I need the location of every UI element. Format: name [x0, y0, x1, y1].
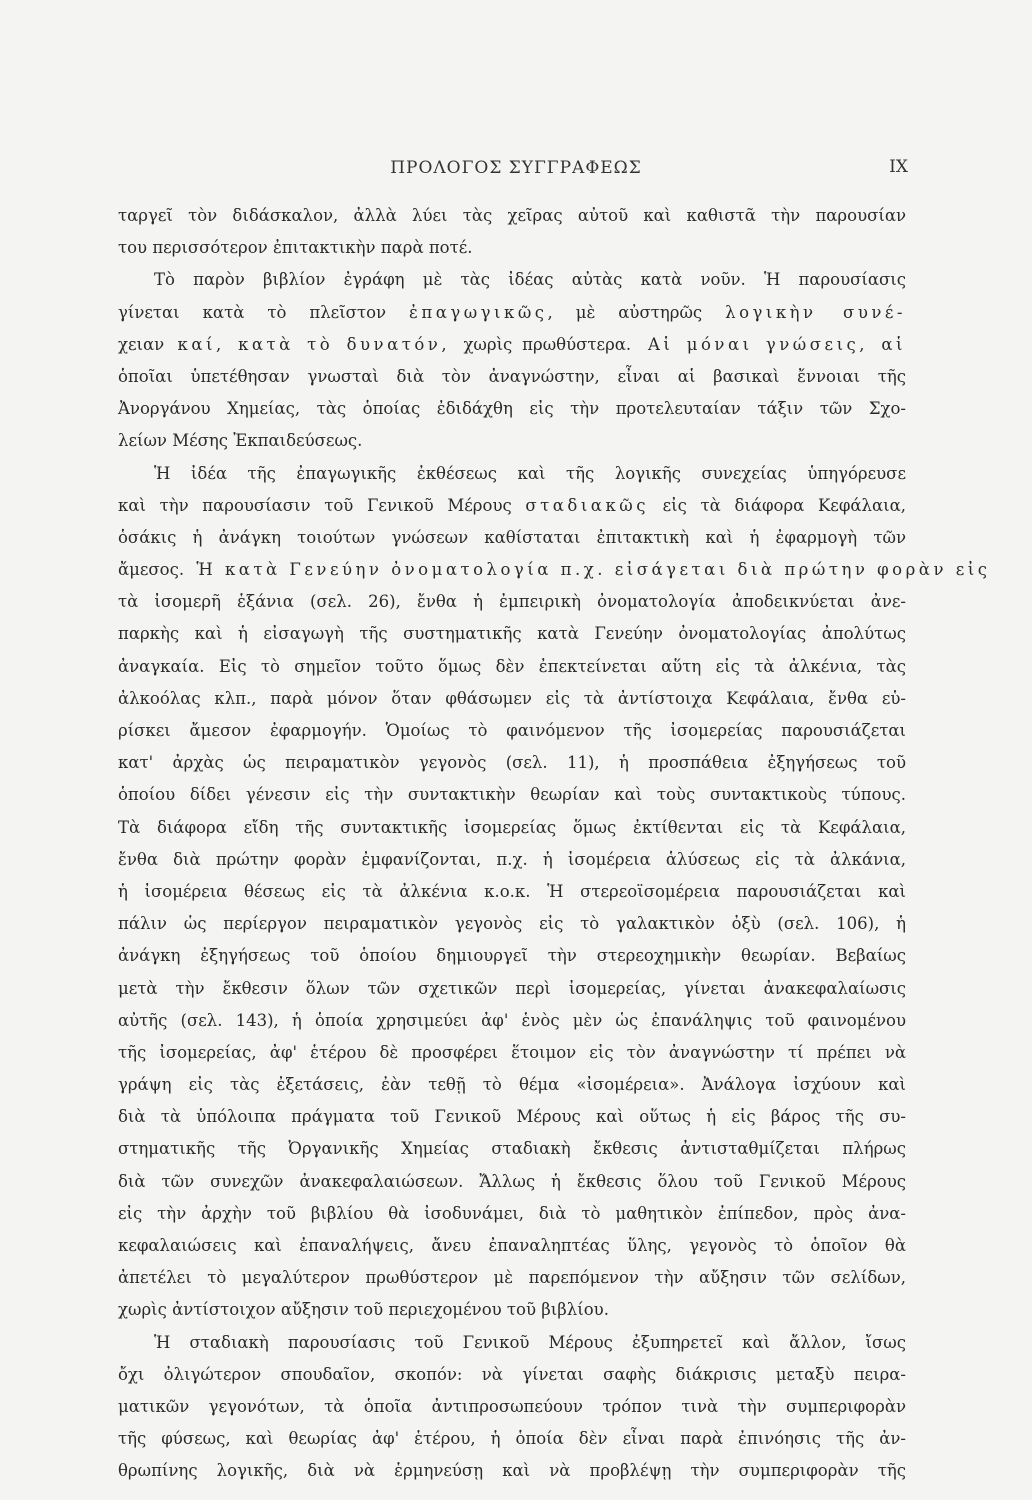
text-segment: του περισσότερον ἐπιτακτικὴν παρὰ ποτέ.: [118, 238, 473, 258]
text-line: [118, 1423, 906, 1455]
text-line: [118, 715, 906, 747]
text-segment: Ἡ ἰδέα τῆς ἐπαγωγικῆς ἐκθέσεως καὶ τῆς λογικῆς συνεχείας ὑπηγόρευσε: [154, 463, 906, 483]
text-line: [118, 1069, 906, 1101]
text-line: [118, 1391, 906, 1423]
emphasis-spaced: λογικὴν συνέ-: [725, 302, 906, 322]
text-segment: γράψη εἰς τὰς ἐξετάσεις, ἐὰν τεθῇ τὸ θέμα «ἰσομέρεια». Ἀνάλογα ἰσχύουν καὶ: [118, 1075, 906, 1095]
text-line: [118, 200, 906, 232]
text-segment: ὁσάκις ἡ ἀνάγκη τοιούτων γνώσεων καθίσταται ἐπιτακτικὴ καὶ ἡ ἐφαρμογὴ τῶν: [118, 527, 906, 547]
text-line: [118, 1005, 906, 1037]
text-segment: ἀναγκαία. Εἰς τὸ σημεῖον τοῦτο ὅμως δὲν ἐπεκτείνεται αὕτη εἰς τὰ ἀλκένια, τὰς: [118, 656, 906, 676]
text-line: [118, 1455, 906, 1487]
text-segment: παρκὴς καὶ ἡ εἰσαγωγὴ τῆς συστηματικῆς κατὰ Γενεύην ὀνοματολογίας ἀπολύτως: [118, 624, 906, 644]
text-segment: στηματικῆς τῆς Ὀργανικῆς Χημείας σταδιακὴ ἔκθεσις ἀντισταθμίζεται πλήρως: [118, 1139, 906, 1159]
text-segment: Ἀνοργάνου Χημείας, τὰς ὁποίας ἐδιδάχθη εἰς τὴν προτελευταίαν τάξιν τῶν Σχο-: [118, 399, 906, 419]
text-segment: τὰ ἰσομερῆ ἑξάνια (σελ. 26), ἔνθα ἡ ἐμπειρικὴ ὀνοματολογία ἀποδεικνύεται ἀνε-: [118, 592, 906, 612]
page-number: IX: [889, 157, 908, 177]
text-segment: μετὰ τὴν ἔκθεσιν ὅλων τῶν σχετικῶν περὶ ἰσομερείας, γίνεται ἀνακεφαλαίωσις: [118, 978, 906, 998]
text-segment: χειαν: [118, 334, 165, 354]
text-line: [118, 747, 906, 779]
text-line: [118, 1166, 906, 1198]
text-segment: ὁποῖαι ὑπετέθησαν γνωσταὶ διὰ τὸν ἀναγνώστην, εἶναι αἱ βασικαὶ ἔννοιαι τῆς: [118, 366, 906, 386]
text-segment: Τὸ παρὸν βιβλίον ἐγράφη μὲ τὰς ἰδέας αὐτὰς κατὰ νοῦν. Ἡ παρουσίασις: [154, 270, 906, 290]
text-line: [118, 940, 906, 972]
text-segment: κατ' ἀρχὰς ὡς πειραματικὸν γεγονὸς (σελ. 11), ἡ προσπάθεια ἐξηγήσεως τοῦ: [118, 753, 906, 773]
text-segment: ἀπετέλει τὸ μεγαλύτερον πρωθύστερον μὲ παρεπόμενον τὴν αὔξησιν τῶν σελίδων,: [118, 1268, 906, 1288]
text-line: [118, 1198, 906, 1230]
text-line: [118, 232, 906, 264]
text-segment: διὰ τῶν συνεχῶν ἀνακεφαλαιώσεων. Ἄλλως ἡ ἔκθεσις ὅλου τοῦ Γενικοῦ Μέρους: [118, 1171, 906, 1191]
text-line: [118, 844, 906, 876]
text-segment: λείων Μέσης Ἐκπαιδεύσεως.: [118, 431, 363, 451]
text-segment: ὄχι ὀλιγώτερον σπουδαῖον, σκοπόν: νὰ γίνεται σαφὴς διάκρισις μεταξὺ πειρα-: [118, 1364, 906, 1384]
emphasis-spaced: σταδιακῶς: [525, 495, 649, 515]
text-line: [118, 1359, 906, 1391]
text-segment: Τὰ διάφορα εἴδη τῆς συντακτικῆς ἰσομερείας ὅμως ἐκτίθενται εἰς τὰ Κεφάλαια,: [118, 817, 906, 837]
text-segment: ἔνθα διὰ πρώτην φορὰν ἐμφανίζονται, π.χ. ἡ ἰσομέρεια ἁλύσεως εἰς τὰ ἀλκάνια,: [118, 849, 906, 869]
text-segment: ἀλκοόλας κλπ., παρὰ μόνον ὅταν φθάσωμεν εἰς τὰ ἀντίστοιχα Κεφάλαια, ἔνθα εὑ-: [118, 688, 906, 708]
text-line: [118, 876, 906, 908]
text-line: [118, 490, 906, 522]
text-line: [118, 264, 906, 296]
emphasis-spaced: . Ἡ κατὰ Γενεύην ὀνοματολογία π.χ. εἰσάγεται διὰ πρώτην φορὰν εἰς: [178, 560, 991, 580]
text-line: [118, 297, 906, 329]
text-segment: θρωπίνης λογικῆς, διὰ νὰ ἑρμηνεύσῃ καὶ νὰ προβλέψῃ τὴν συμπεριφορὰν τῆς: [118, 1461, 906, 1481]
text-segment: χωρὶς πρωθύστερα: [463, 334, 626, 354]
text-line: [118, 618, 906, 650]
text-segment: εἰς τὴν ἀρχὴν τοῦ βιβλίου θὰ ἰσοδυνάμει, διὰ τὸ μαθητικὸν ἐπίπεδον, πρὸς ἀνα-: [118, 1203, 906, 1223]
text-line: [118, 973, 906, 1005]
text-line: [118, 586, 906, 618]
text-line: [118, 812, 906, 844]
text-line: [118, 458, 906, 490]
text-line: [118, 425, 906, 457]
text-line: [118, 1037, 906, 1069]
emphasis-spaced: . Αἱ μόναι γνώσεις, αἱ: [625, 334, 906, 354]
text-line: [118, 1294, 906, 1326]
text-segment: αὐτῆς (σελ. 143), ἡ ὁποία χρησιμεύει ἀφ' ἑνὸς μὲν ὡς ἐπανάληψις τοῦ φαινομένου: [118, 1010, 906, 1030]
text-line: [118, 554, 991, 586]
text-segment: διὰ τὰ ὑπόλοιπα πράγματα τοῦ Γενικοῦ Μέρους καὶ οὕτως ἡ εἰς βάρος τῆς συ-: [118, 1107, 906, 1127]
text-segment: πάλιν ὡς περίεργον πειραματικὸν γεγονὸς εἰς τὸ γαλακτικὸν ὀξὺ (σελ. 106), ἡ: [118, 914, 906, 934]
text-segment: ἡ ἰσομέρεια θέσεως εἰς τὰ ἀλκένια κ.ο.κ. Ἡ στερεοϊσομέρεια παρουσιάζεται καὶ: [118, 881, 906, 901]
text-line: [118, 1133, 906, 1165]
text-segment: ταργεῖ τὸν διδάσκαλον, ἀλλὰ λύει τὰς χεῖρας αὐτοῦ καὶ καθιστᾶ τὴν παρουσίαν: [118, 206, 906, 225]
body-text: [118, 200, 991, 1488]
emphasis-spaced: ἐπαγωγικῶς: [409, 302, 548, 322]
text-line: [118, 683, 906, 715]
text-segment: τῆς φύσεως, καὶ θεωρίας ἀφ' ἑτέρου, ἡ ὁποία δὲν εἶναι παρὰ ἐπινόησις τῆς ἀν-: [118, 1429, 906, 1449]
text-line: [118, 393, 906, 425]
text-segment: χωρὶς ἀντίστοιχον αὔξησιν τοῦ περιεχομένου τοῦ βιβλίου.: [118, 1300, 609, 1320]
text-line: [118, 1262, 906, 1294]
text-segment: Ἡ σταδιακὴ παρουσίασις τοῦ Γενικοῦ Μέρους ἐξυπηρετεῖ καὶ ἄλλον, ἴσως: [154, 1332, 906, 1352]
text-segment: ἀνάγκη ἐξηγήσεως τοῦ ὁποίου δημιουργεῖ τὴν στερεοχημικὴν θεωρίαν. Βεβαίως: [118, 946, 906, 966]
text-segment: ὁποίου δίδει γένεσιν εἰς τὴν συντακτικὴν θεωρίαν καὶ τοὺς συντακτικοὺς τύπους.: [118, 785, 906, 805]
text-line: [118, 651, 906, 683]
text-segment: εἰς τὰ διάφορα Κεφάλαια,: [648, 495, 906, 515]
text-segment: γίνεται κατὰ τὸ πλεῖστον: [118, 302, 410, 322]
text-line: [118, 908, 906, 940]
text-segment: ρίσκει ἄμεσον ἐφαρμογήν. Ὁμοίως τὸ φαινόμενον τῆς ἰσομερείας παρουσιάζεται: [118, 721, 906, 740]
text-segment: ματικῶν γεγονότων, τὰ ὁποῖα ἀντιπροσωπεύουν τρόπον τινὰ τὴν συμπεριφορὰν: [118, 1396, 906, 1416]
text-segment: τῆς ἰσομερείας, ἀφ' ἑτέρου δὲ προσφέρει ἕτοιμον εἰς τὸν ἀναγνώστην τί πρέπει νὰ: [118, 1042, 906, 1062]
text-line: [118, 361, 906, 393]
text-line: [118, 1230, 906, 1262]
emphasis-spaced: καί, κατὰ τὸ δυνατόν,: [164, 334, 464, 354]
text-line: [118, 779, 906, 811]
text-segment: ἄμεσος: [118, 560, 179, 580]
text-segment: καὶ τὴν παρουσίασιν τοῦ Γενικοῦ Μέρους: [118, 495, 526, 515]
text-line: [118, 1327, 906, 1359]
text-segment: , μὲ αὐστηρῶς: [547, 302, 726, 322]
text-line: [118, 522, 906, 554]
text-line: [118, 329, 906, 361]
text-line: [118, 1101, 906, 1133]
text-segment: κεφαλαιώσεις καὶ ἐπαναλήψεις, ἄνευ ἐπαναληπτέας ὕλης, γεγονὸς τὸ ὁποῖον θὰ: [118, 1236, 906, 1255]
running-header-title: ΠΡΟΛΟΓΟΣ ΣΥΓΓΡΑΦΕΩΣ: [390, 158, 642, 178]
